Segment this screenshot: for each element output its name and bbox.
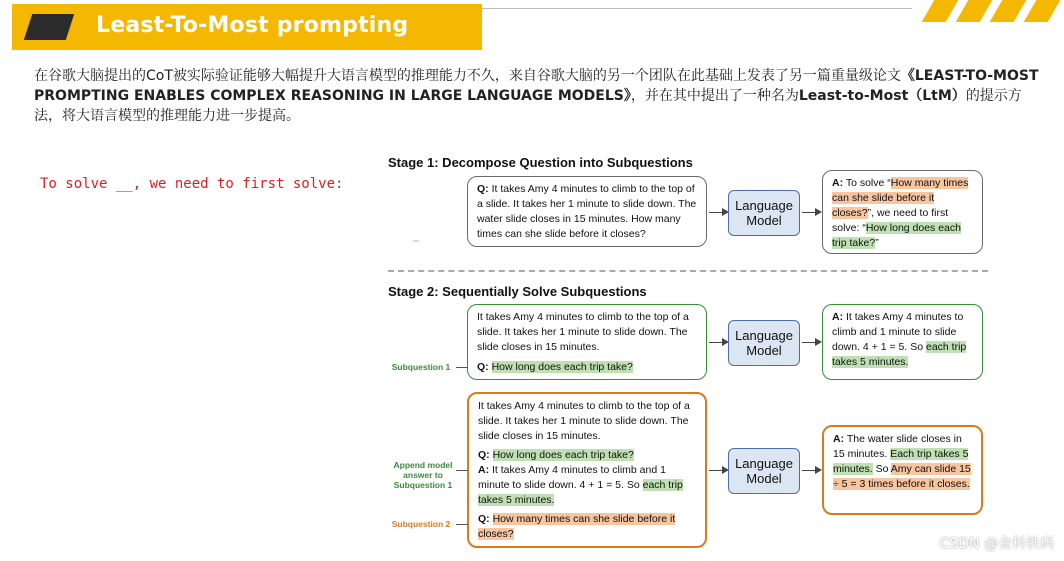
faint-mark — [413, 240, 419, 242]
stage1-language-model: Language Model — [728, 190, 800, 236]
stage1-a-post: ” — [875, 237, 879, 249]
sub1-arrow-out — [802, 342, 820, 343]
header-divider — [482, 8, 912, 9]
stage1-q-label: Q: — [477, 183, 489, 195]
sub2-append-connector — [456, 470, 468, 471]
sub2-append-label: Append model answer to Subquestion 1 — [393, 460, 453, 490]
sub1-context: It takes Amy 4 minutes to climb to the top of a slide. It takes her 1 minute to slide down. The slide closes in 15 minutes. — [477, 311, 689, 353]
sub1-answer-box — [822, 304, 983, 380]
decorative-stripes — [918, 0, 1064, 22]
sub2-a-pre: The water slide closes in 15 minutes. — [833, 433, 962, 460]
sub2-a1-label: A: — [478, 464, 490, 476]
sub2-a-highlight-final: Amy can slide 15 ÷ 5 = 3 times before it closes. — [833, 463, 971, 490]
sub2-answer-box — [822, 425, 983, 515]
sub2-q2-highlight: How many times can she slide before it closes? — [478, 513, 676, 540]
sub1-connector — [456, 367, 468, 368]
sub2-arrow-in — [709, 470, 727, 471]
sub2-q1-highlight: How long does each trip take? — [492, 449, 634, 461]
stage1-answer-box — [822, 170, 983, 254]
watermark: CSDN @金科铁码 — [939, 536, 1054, 552]
sub2-context: It takes Amy 4 minutes to climb to the top of a slide. It takes her 1 minute to slide down. The slide closes in 15 minutes. — [478, 400, 690, 442]
stage1-title: Stage 1: Decompose Question into Subquestions — [388, 155, 693, 170]
sub2-language-model: Language Model — [728, 448, 800, 494]
sub1-question-box — [467, 304, 707, 380]
sub1-q-label: Q: — [477, 361, 489, 373]
title-banner — [12, 4, 482, 50]
sub1-language-model: Language Model — [728, 320, 800, 366]
intro-text-3: 的提示方法，将大语言模型的推理能力进一步提高。 — [34, 88, 1022, 124]
stage1-arrow-out — [802, 212, 820, 213]
stage2-title: Stage 2: Sequentially Solve Subquestions — [388, 284, 647, 299]
sub2-arrow-out — [802, 470, 820, 471]
sub1-a-highlight: each trip takes 5 minutes. — [832, 341, 967, 368]
stage1-a-label: A: — [832, 177, 844, 189]
sub1-q-highlight: How long does each trip take? — [491, 361, 633, 373]
prompt-template: To solve __, we need to first solve: — [40, 176, 344, 192]
sub2-a-label: A: — [833, 433, 845, 445]
sub1-arrow-in — [709, 342, 727, 343]
sub2-question-box — [467, 392, 707, 548]
intro-method-name: Least-to-Most（LtM） — [798, 88, 966, 104]
sub2-q2-label: Q: — [478, 513, 490, 525]
intro-paragraph — [34, 66, 1044, 126]
sub1-a-text: It takes Amy 4 minutes to climb and 1 minute to slide down. 4 + 1 = 5. So — [832, 311, 964, 353]
sub2-a1-text: It takes Amy 4 minutes to climb and 1 minute to slide down. 4 + 1 = 5. So — [478, 464, 666, 491]
sub2-q1-label: Q: — [478, 449, 490, 461]
stage-divider — [388, 270, 988, 272]
sub2-side-label: Subquestion 2 — [391, 519, 451, 529]
sub2-a1-highlight: each trip takes 5 minutes. — [478, 479, 683, 506]
intro-text-1: 在谷歌大脑提出的CoT被实际验证能够大幅提升大语言模型的推理能力不久，来自谷歌大脑的另一个团队在此基础上发表了另一篇重量级论文 — [34, 68, 901, 84]
stage1-a-highlight-main: How many times can she slide before it closes? — [832, 177, 969, 219]
sub1-side-label: Subquestion 1 — [391, 362, 451, 372]
stage1-arrow-in — [709, 212, 727, 213]
sub2-a-highlight-trip: Each trip takes 5 minutes. — [833, 448, 969, 475]
stage1-a-pre: To solve “ — [845, 177, 891, 189]
sub2-a-mid: So — [872, 463, 891, 475]
slide-title: Least-To-Most prompting — [96, 13, 409, 38]
stage1-a-highlight-sub: How long does each trip take? — [832, 222, 961, 249]
intro-text-2: ，并在其中提出了一种名为 — [630, 88, 799, 104]
intro-paper-title: 《LEAST-TO-MOST PROMPTING ENABLES COMPLEX REASONING IN LARGE LANGUAGE MODELS》 — [34, 68, 1039, 104]
stage1-question-box — [467, 176, 707, 247]
stage1-a-mid: ”, we need to first solve: “ — [832, 207, 949, 234]
stage1-q-text: It takes Amy 4 minutes to climb to the top of a slide. It takes her 1 minute to slide down. The water slide closes in 15 minutes. How many times can she slide before it closes? — [477, 183, 697, 240]
sub2-connector — [456, 524, 468, 525]
banner-parallelogram-icon — [24, 14, 74, 40]
sub1-a-label: A: — [832, 311, 844, 323]
